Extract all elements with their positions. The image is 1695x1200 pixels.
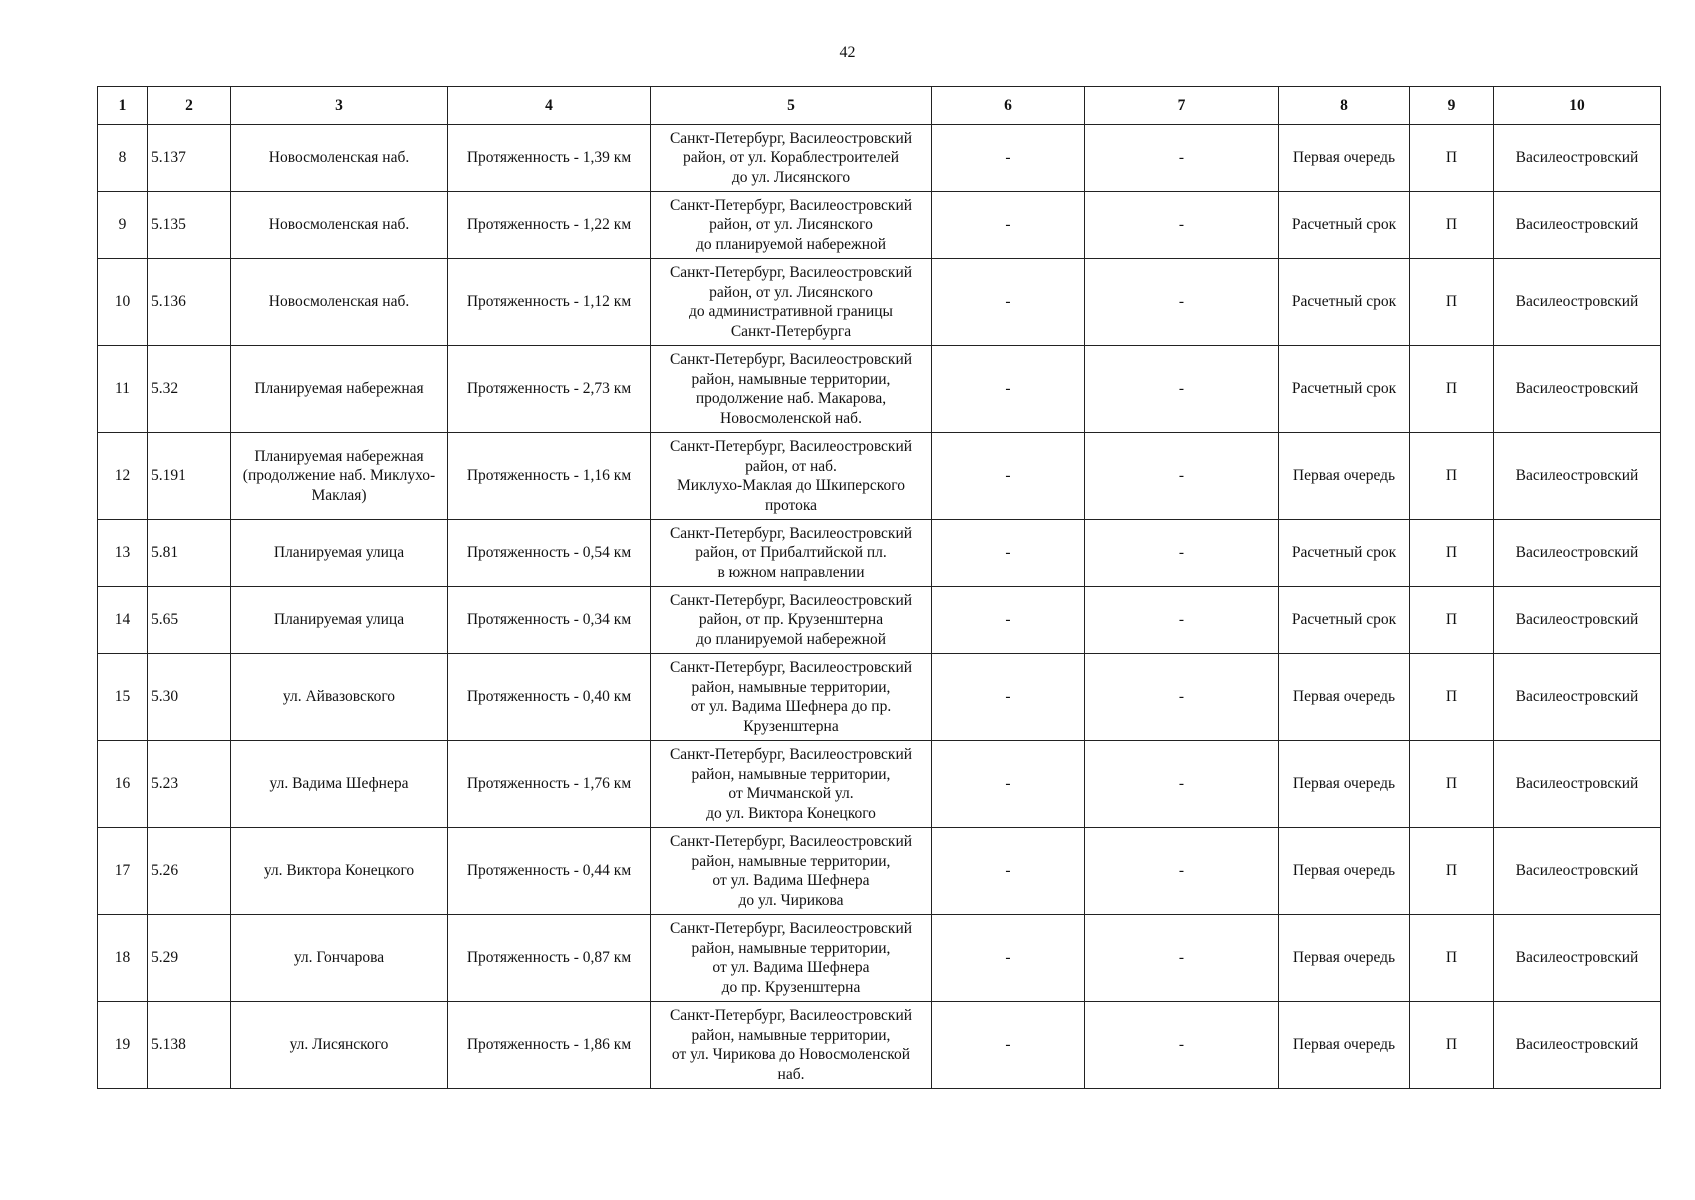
location-line: Санкт-Петербург, Василеостровский <box>669 833 913 850</box>
location-line: продолжение наб. Макарова, <box>695 390 887 407</box>
type-cell: П <box>1410 346 1494 433</box>
length-cell: Протяженность - 0,87 км <box>448 915 651 1002</box>
location-cell <box>651 433 932 520</box>
location-line: район, намывные территории, <box>691 852 891 870</box>
length-cell: Протяженность - 0,44 км <box>448 828 651 915</box>
stage-cell: Первая очередь <box>1279 828 1410 915</box>
location-cell <box>651 1002 932 1089</box>
type-cell: П <box>1410 259 1494 346</box>
location-cell <box>651 259 932 346</box>
type-cell: П <box>1410 1002 1494 1089</box>
row-number-cell: 19 <box>98 1002 148 1089</box>
header-cell-4: 4 <box>448 87 651 125</box>
code-cell: 5.29 <box>148 915 231 1002</box>
type-cell: П <box>1410 741 1494 828</box>
table-row <box>98 125 1661 192</box>
row-number-cell: 15 <box>98 654 148 741</box>
table-row <box>98 915 1661 1002</box>
column-6-cell: - <box>932 259 1085 346</box>
column-7-cell: - <box>1085 433 1279 520</box>
district-cell: Василеостровский <box>1494 587 1661 654</box>
column-7-cell: - <box>1085 828 1279 915</box>
column-7-cell: - <box>1085 259 1279 346</box>
district-cell: Василеостровский <box>1494 1002 1661 1089</box>
code-cell: 5.26 <box>148 828 231 915</box>
column-7-cell: - <box>1085 192 1279 259</box>
location-line: район, намывные территории, <box>691 678 891 696</box>
code-cell: 5.81 <box>148 520 231 587</box>
table-row <box>98 741 1661 828</box>
type-cell: П <box>1410 587 1494 654</box>
header-cell-2: 2 <box>148 87 231 125</box>
location-line: до пр. Крузенштерна <box>721 978 861 996</box>
length-cell: Протяженность - 1,16 км <box>448 433 651 520</box>
column-7-cell: - <box>1085 915 1279 1002</box>
district-cell: Василеостровский <box>1494 654 1661 741</box>
table-row <box>98 259 1661 346</box>
length-cell: Протяженность - 0,34 км <box>448 587 651 654</box>
header-cell-1: 1 <box>98 87 148 125</box>
location-line: от ул. Вадима Шефнера <box>712 872 870 889</box>
object-name-cell: ул. Лисянского <box>231 1002 448 1089</box>
district-cell: Василеостровский <box>1494 741 1661 828</box>
code-cell: 5.191 <box>148 433 231 520</box>
code-cell: 5.135 <box>148 192 231 259</box>
location-line: в южном направлении <box>717 563 865 581</box>
column-7-cell: - <box>1085 654 1279 741</box>
table-row <box>98 520 1661 587</box>
location-cell <box>651 192 932 259</box>
district-cell: Василеостровский <box>1494 520 1661 587</box>
location-line: от ул. Вадима Шефнера до пр. <box>690 698 892 715</box>
location-line: район, намывные территории, <box>691 765 891 783</box>
length-cell: Протяженность - 1,76 км <box>448 741 651 828</box>
column-6-cell: - <box>932 915 1085 1002</box>
type-cell: П <box>1410 520 1494 587</box>
district-cell: Василеостровский <box>1494 828 1661 915</box>
length-cell: Протяженность - 1,86 км <box>448 1002 651 1089</box>
district-cell: Василеостровский <box>1494 346 1661 433</box>
location-line: до ул. Виктора Конецкого <box>706 804 876 822</box>
location-cell <box>651 828 932 915</box>
object-name-cell: Планируемая набережная (продолжение наб. Миклухо-Маклая) <box>231 433 448 520</box>
column-7-cell: - <box>1085 346 1279 433</box>
length-cell: Протяженность - 0,54 км <box>448 520 651 587</box>
column-6-cell: - <box>932 520 1085 587</box>
object-name-cell: Новосмоленская наб. <box>231 192 448 259</box>
location-line: Санкт-Петербург, Василеостровский <box>669 438 913 455</box>
location-line: Санкт-Петербург, Василеостровский <box>669 351 913 368</box>
code-cell: 5.137 <box>148 125 231 192</box>
location-cell <box>651 654 932 741</box>
row-number-cell: 9 <box>98 192 148 259</box>
district-cell: Василеостровский <box>1494 915 1661 1002</box>
code-cell: 5.136 <box>148 259 231 346</box>
table-row <box>98 828 1661 915</box>
stage-cell: Первая очередь <box>1279 915 1410 1002</box>
row-number-cell: 17 <box>98 828 148 915</box>
code-cell: 5.32 <box>148 346 231 433</box>
column-6-cell: - <box>932 654 1085 741</box>
code-cell: 5.23 <box>148 741 231 828</box>
column-6-cell: - <box>932 125 1085 192</box>
location-line: район, от ул. Кораблестроителей <box>682 149 900 167</box>
stage-cell: Первая очередь <box>1279 654 1410 741</box>
location-line: Санкт-Петербург, Василеостровский <box>669 920 913 937</box>
location-line: район, от наб. <box>745 457 837 475</box>
column-7-cell: - <box>1085 1002 1279 1089</box>
location-cell <box>651 125 932 192</box>
location-line: Санкт-Петербург, Василеостровский <box>669 1007 913 1024</box>
location-cell <box>651 346 932 433</box>
stage-cell: Расчетный срок <box>1279 259 1410 346</box>
location-line: до административной границы <box>689 303 893 320</box>
length-cell: Протяженность - 0,40 км <box>448 654 651 741</box>
header-cell-8: 8 <box>1279 87 1410 125</box>
location-line: Миклухо-Маклая до Шкиперского <box>677 477 905 494</box>
code-cell: 5.65 <box>148 587 231 654</box>
length-cell: Протяженность - 1,39 км <box>448 125 651 192</box>
column-6-cell: - <box>932 587 1085 654</box>
district-cell: Василеостровский <box>1494 125 1661 192</box>
header-cell-5: 5 <box>651 87 932 125</box>
object-name-cell: Планируемая улица <box>231 520 448 587</box>
table-row <box>98 654 1661 741</box>
table-row <box>98 192 1661 259</box>
code-cell: 5.30 <box>148 654 231 741</box>
location-line: Санкт-Петербург, Василеостровский <box>669 524 913 542</box>
location-line: Санкт-Петербург, Василеостровский <box>669 746 913 763</box>
location-line: до ул. Лисянского <box>731 168 851 186</box>
header-row <box>98 87 1661 125</box>
stage-cell: Первая очередь <box>1279 433 1410 520</box>
header-cell-3: 3 <box>231 87 448 125</box>
type-cell: П <box>1410 192 1494 259</box>
location-line: район, от Прибалтийской пл. <box>695 544 887 562</box>
column-6-cell: - <box>932 1002 1085 1089</box>
location-line: Новосмоленской наб. <box>720 409 862 427</box>
table-row <box>98 587 1661 654</box>
column-7-cell: - <box>1085 125 1279 192</box>
row-number-cell: 18 <box>98 915 148 1002</box>
table-row <box>98 1002 1661 1089</box>
length-cell: Протяженность - 2,73 км <box>448 346 651 433</box>
row-number-cell: 10 <box>98 259 148 346</box>
location-line: район, намывные территории, <box>691 1026 891 1044</box>
header-cell-9: 9 <box>1410 87 1494 125</box>
location-line: от ул. Вадима Шефнера <box>712 959 870 976</box>
object-name-cell: Новосмоленская наб. <box>231 259 448 346</box>
object-name-cell: ул. Вадима Шефнера <box>231 741 448 828</box>
location-cell <box>651 520 932 587</box>
object-name-cell: Новосмоленская наб. <box>231 125 448 192</box>
object-name-cell: ул. Гончарова <box>231 915 448 1002</box>
object-name-cell: Планируемая улица <box>231 587 448 654</box>
header-cell-10: 10 <box>1494 87 1661 125</box>
district-cell: Василеостровский <box>1494 192 1661 259</box>
row-number-cell: 13 <box>98 520 148 587</box>
location-cell <box>651 915 932 1002</box>
location-line: до планируемой набережной <box>695 630 887 648</box>
type-cell: П <box>1410 125 1494 192</box>
location-line: от Мичманской ул. <box>728 785 854 802</box>
location-line: от ул. Чирикова до Новосмоленской <box>671 1046 911 1063</box>
stage-cell: Первая очередь <box>1279 1002 1410 1089</box>
location-cell <box>651 587 932 654</box>
page-number: 42 <box>839 44 856 61</box>
location-line: район, намывные территории, <box>691 370 891 388</box>
type-cell: П <box>1410 915 1494 1002</box>
location-line: протока <box>764 496 818 514</box>
location-line: район, от ул. Лисянского <box>709 216 873 234</box>
stage-cell: Первая очередь <box>1279 741 1410 828</box>
location-line: Крузенштерна <box>743 717 839 735</box>
column-7-cell: - <box>1085 520 1279 587</box>
location-line: до планируемой набережной <box>695 235 887 253</box>
table-row <box>98 433 1661 520</box>
district-cell: Василеостровский <box>1494 433 1661 520</box>
location-line: до ул. Чирикова <box>738 891 844 909</box>
location-line: Санкт-Петербург, Василеостровский <box>669 264 913 281</box>
stage-cell: Расчетный срок <box>1279 192 1410 259</box>
location-line: Санкт-Петербург, Василеостровский <box>669 659 913 676</box>
type-cell: П <box>1410 828 1494 915</box>
stage-cell: Расчетный срок <box>1279 346 1410 433</box>
location-line: Санкт-Петербург, Василеостровский <box>669 196 913 214</box>
location-line: Санкт-Петербурга <box>730 322 852 340</box>
column-6-cell: - <box>932 433 1085 520</box>
stage-cell: Расчетный срок <box>1279 520 1410 587</box>
row-number-cell: 14 <box>98 587 148 654</box>
location-line: Санкт-Петербург, Василеостровский <box>669 129 913 147</box>
header-cell-7: 7 <box>1085 87 1279 125</box>
column-6-cell: - <box>932 741 1085 828</box>
header-cell-6: 6 <box>932 87 1085 125</box>
column-7-cell: - <box>1085 587 1279 654</box>
location-line: район, от пр. Крузенштерна <box>698 611 884 629</box>
column-6-cell: - <box>932 346 1085 433</box>
row-number-cell: 8 <box>98 125 148 192</box>
data-table <box>97 86 1661 1089</box>
row-number-cell: 11 <box>98 346 148 433</box>
type-cell: П <box>1410 654 1494 741</box>
location-cell <box>651 741 932 828</box>
object-name-cell: Планируемая набережная <box>231 346 448 433</box>
row-number-cell: 16 <box>98 741 148 828</box>
stage-cell: Первая очередь <box>1279 125 1410 192</box>
type-cell: П <box>1410 433 1494 520</box>
location-line: наб. <box>777 1065 805 1083</box>
row-number-cell: 12 <box>98 433 148 520</box>
length-cell: Протяженность - 1,12 км <box>448 259 651 346</box>
column-7-cell: - <box>1085 741 1279 828</box>
stage-cell: Расчетный срок <box>1279 587 1410 654</box>
location-line: Санкт-Петербург, Василеостровский <box>669 591 913 609</box>
column-6-cell: - <box>932 828 1085 915</box>
location-line: район, от ул. Лисянского <box>709 283 873 301</box>
length-cell: Протяженность - 1,22 км <box>448 192 651 259</box>
table-row <box>98 346 1661 433</box>
code-cell: 5.138 <box>148 1002 231 1089</box>
object-name-cell: ул. Виктора Конецкого <box>231 828 448 915</box>
column-6-cell: - <box>932 192 1085 259</box>
object-name-cell: ул. Айвазовского <box>231 654 448 741</box>
district-cell: Василеостровский <box>1494 259 1661 346</box>
location-line: район, намывные территории, <box>691 939 891 957</box>
